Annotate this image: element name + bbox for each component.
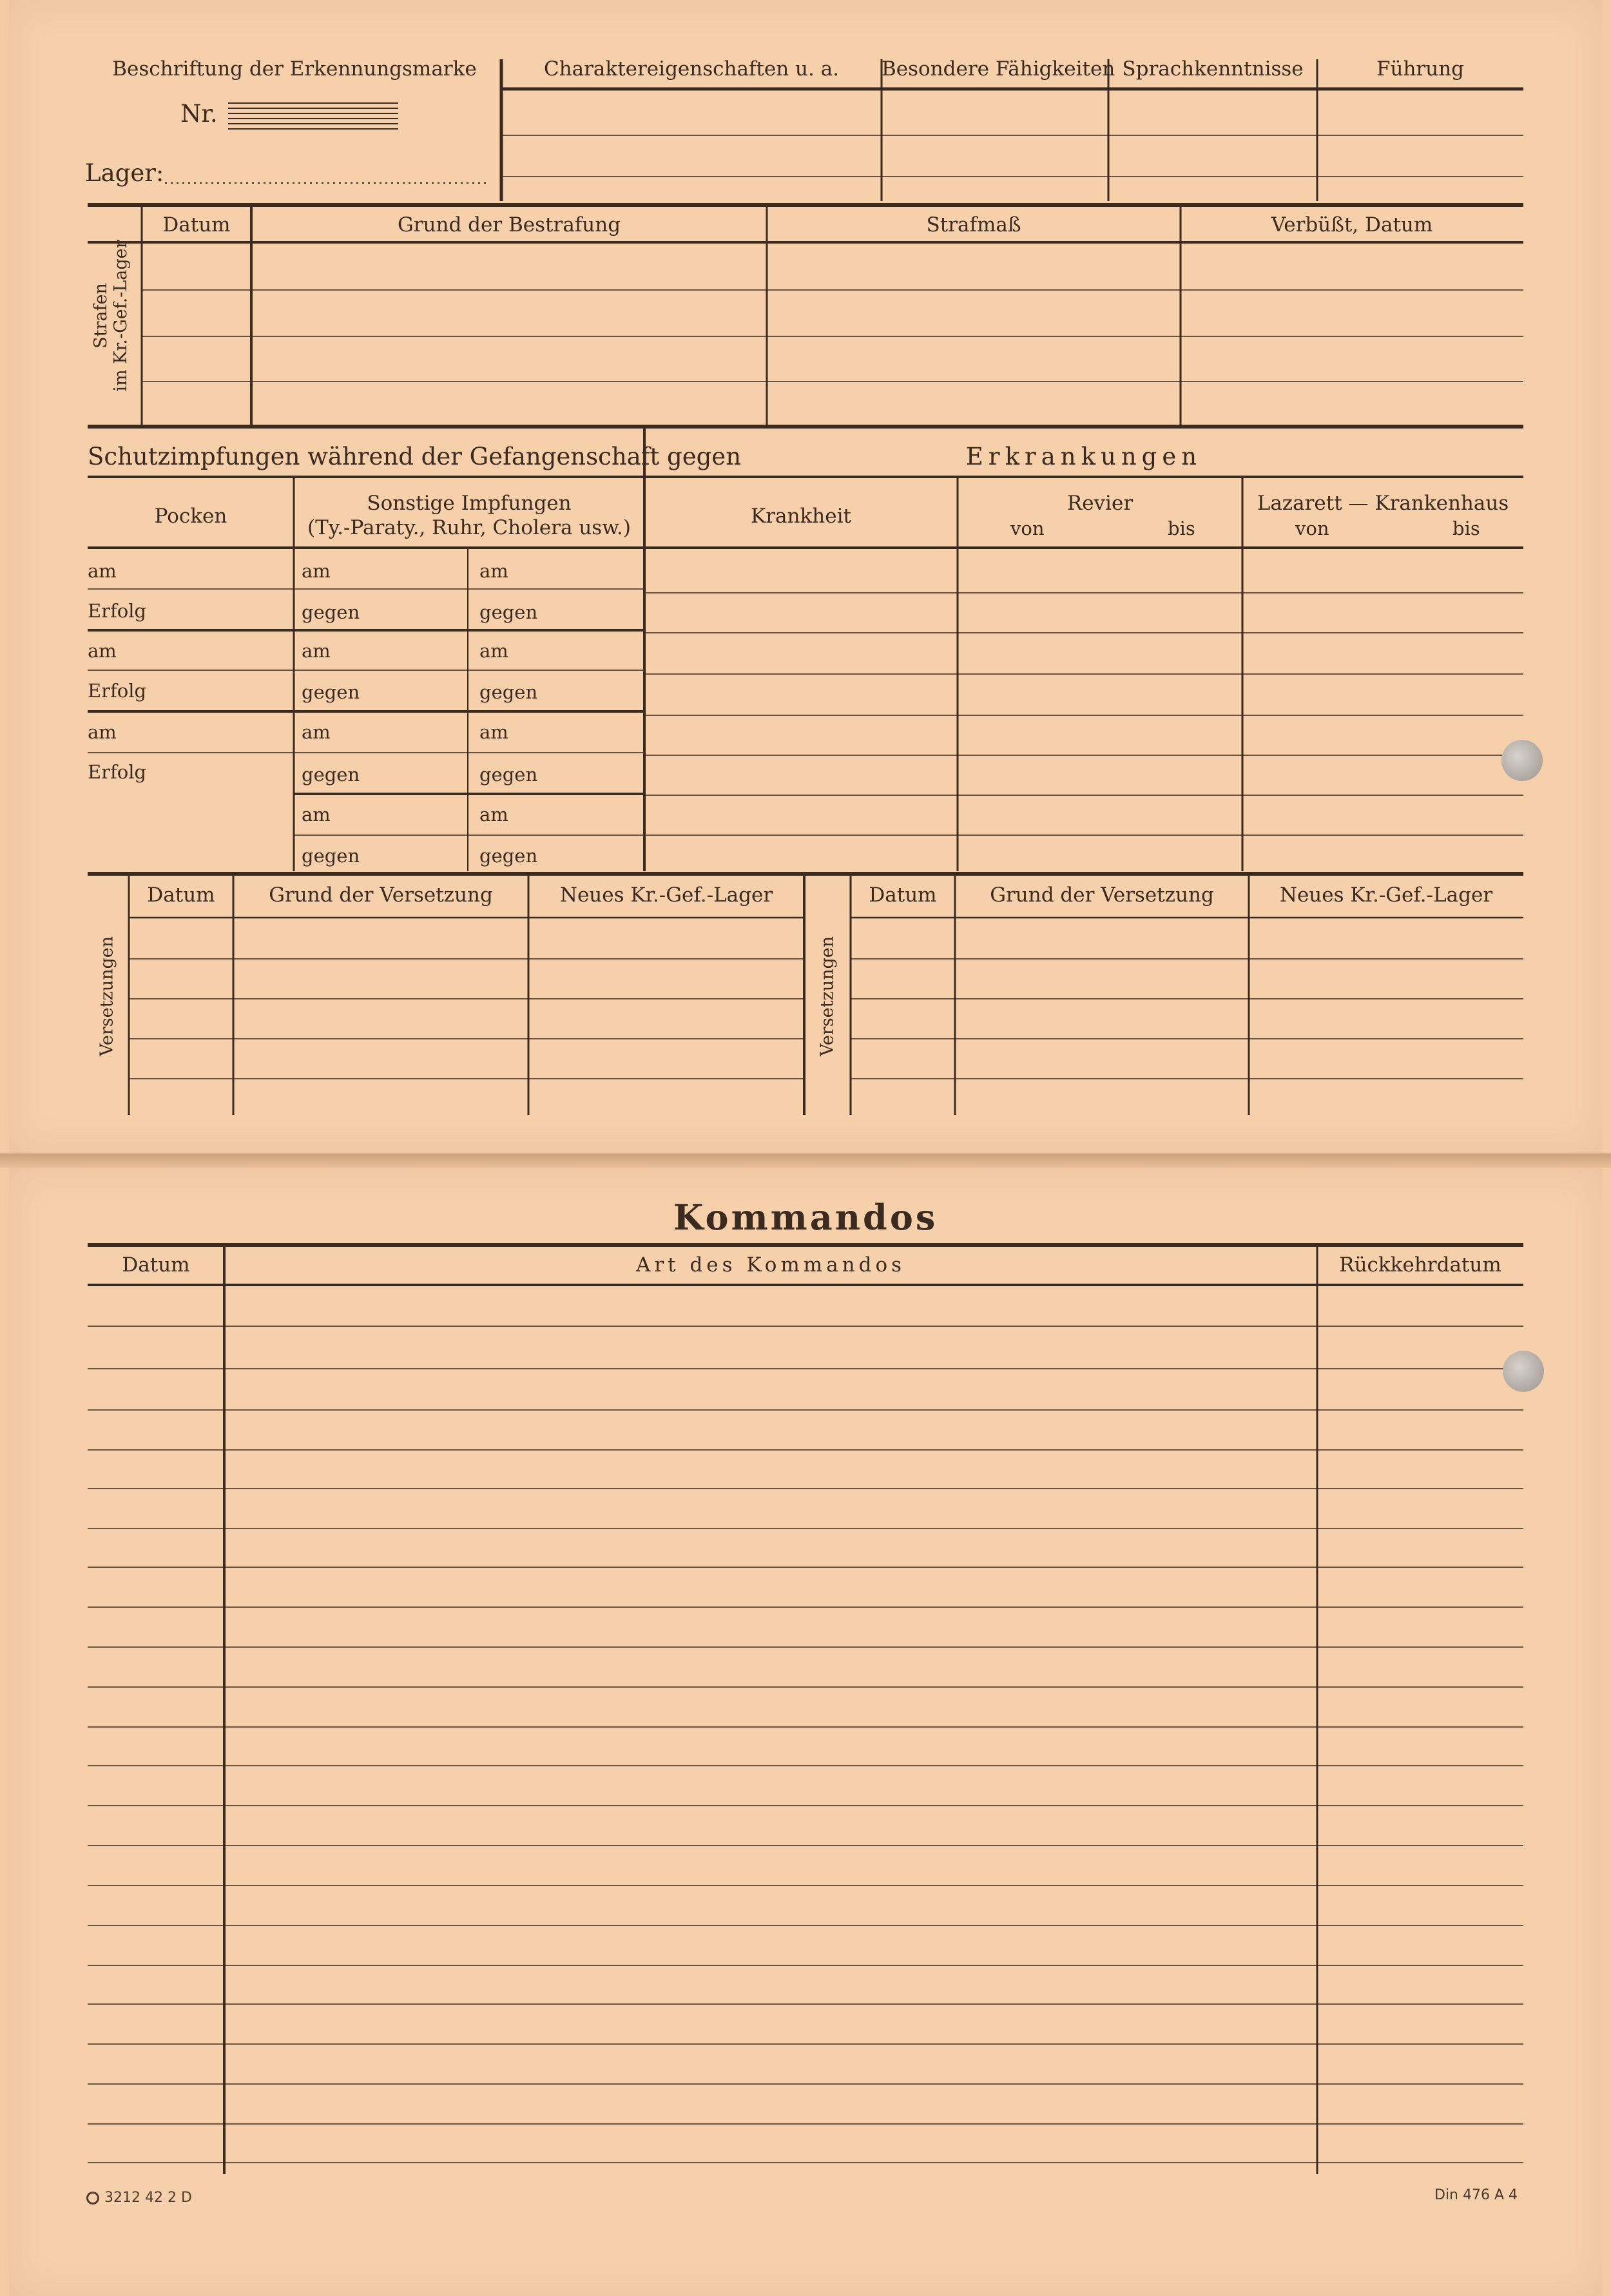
revier-label: Revier: [1066, 492, 1133, 515]
revier-bis: bis: [1168, 517, 1195, 539]
sonstige-a-gegen-1: gegen: [302, 601, 360, 623]
fuehrung-label: Führung: [1376, 57, 1465, 81]
pocken-am-3: am: [88, 721, 117, 743]
erkennungsmarke-label: Beschriftung der Erkennungsmarke: [112, 57, 477, 81]
strafen-col-datum: Datum: [162, 213, 231, 236]
sonstige-a-am-2: am: [302, 640, 331, 662]
sonstige-a-am-1: am: [302, 560, 331, 582]
versetzungen-r-col-grund: Grund der Versetzung: [990, 883, 1214, 907]
footer-print-code: 3212 42 2 D: [86, 2190, 192, 2206]
sonstige-b-gegen-2: gegen: [479, 681, 538, 703]
sonstige-a-gegen-2: gegen: [302, 681, 360, 703]
kommandos-col-datum: Datum: [122, 1253, 190, 1277]
versetzungen-side-label-left: Versetzungen: [97, 936, 117, 1057]
strafen-col-verbuesst: Verbüßt, Datum: [1271, 213, 1433, 236]
sprachen-label: Sprachkenntnisse: [1122, 57, 1304, 81]
punch-hole-lower: [1503, 1351, 1544, 1392]
versetzungen-side-label-right: Versetzungen: [817, 936, 838, 1057]
sonstige-b-gegen-3: gegen: [479, 764, 538, 786]
charakter-label: Charaktereigenschaften u. a.: [543, 57, 840, 81]
strafen-col-strafmass: Strafmaß: [926, 213, 1021, 236]
sonstige-a-am-3: am: [302, 721, 331, 743]
versetzungen-r-col-lager: Neues Kr.-Gef.-Lager: [1279, 883, 1493, 907]
sonstige-b-gegen-4: gegen: [479, 845, 538, 867]
sonstige-b-am-2: am: [479, 640, 508, 662]
sonstige-a-gegen-3: gegen: [302, 764, 360, 786]
krankheit-label: Krankheit: [751, 505, 851, 528]
faehigkeiten-label: Besondere Fähigkeiten: [882, 57, 1115, 81]
sonstige-label-2: (Ty.-Paraty., Ruhr, Cholera usw.): [307, 516, 631, 539]
pocken-label: Pocken: [154, 505, 227, 528]
sonstige-b-am-3: am: [479, 721, 508, 743]
punch-hole-upper: [1501, 740, 1543, 781]
sonstige-a-gegen-4: gegen: [302, 845, 360, 867]
print-mark-icon: [86, 2192, 99, 2204]
sonstige-label-1: Sonstige Impfungen: [367, 492, 572, 515]
pocken-am-2: am: [88, 640, 117, 662]
sonstige-b-am-4: am: [479, 804, 508, 825]
pocken-erfolg-2: Erfolg: [88, 680, 147, 702]
kommandos-col-art: Art des Kommandos: [635, 1253, 906, 1277]
lazarett-label: Lazarett — Krankenhaus: [1257, 492, 1509, 515]
footer-din: Din 476 A 4: [1434, 2187, 1518, 2203]
erkrankungen-title: Erkrankungen: [965, 443, 1202, 470]
lager-label: Lager:: [85, 159, 164, 187]
revier-von: von: [1010, 517, 1045, 539]
kommandos-col-rueckkehr: Rückkehrdatum: [1339, 1253, 1501, 1277]
sonstige-b-gegen-1: gegen: [479, 601, 538, 623]
lazarett-bis: bis: [1452, 517, 1480, 539]
pocken-am-1: am: [88, 560, 117, 582]
nr-label: Nr.: [180, 100, 218, 128]
strafen-col-grund: Grund der Bestrafung: [397, 213, 621, 236]
sonstige-a-am-4: am: [302, 804, 331, 825]
schutzimpfungen-title: Schutzimpfungen während der Gefangenschaft gegen: [88, 443, 742, 470]
lazarett-von: von: [1295, 517, 1329, 539]
kommandos-title: Kommandos: [673, 1197, 938, 1238]
pocken-erfolg-1: Erfolg: [88, 600, 147, 622]
strafen-side-label: Strafen im Kr.-Gef.-Lager: [90, 240, 131, 392]
versetzungen-l-col-datum: Datum: [147, 883, 215, 907]
versetzungen-r-col-datum: Datum: [869, 883, 937, 907]
sonstige-b-am-1: am: [479, 560, 508, 582]
pocken-erfolg-3: Erfolg: [88, 761, 147, 783]
versetzungen-l-col-lager: Neues Kr.-Gef.-Lager: [559, 883, 773, 907]
versetzungen-l-col-grund: Grund der Versetzung: [269, 883, 493, 907]
